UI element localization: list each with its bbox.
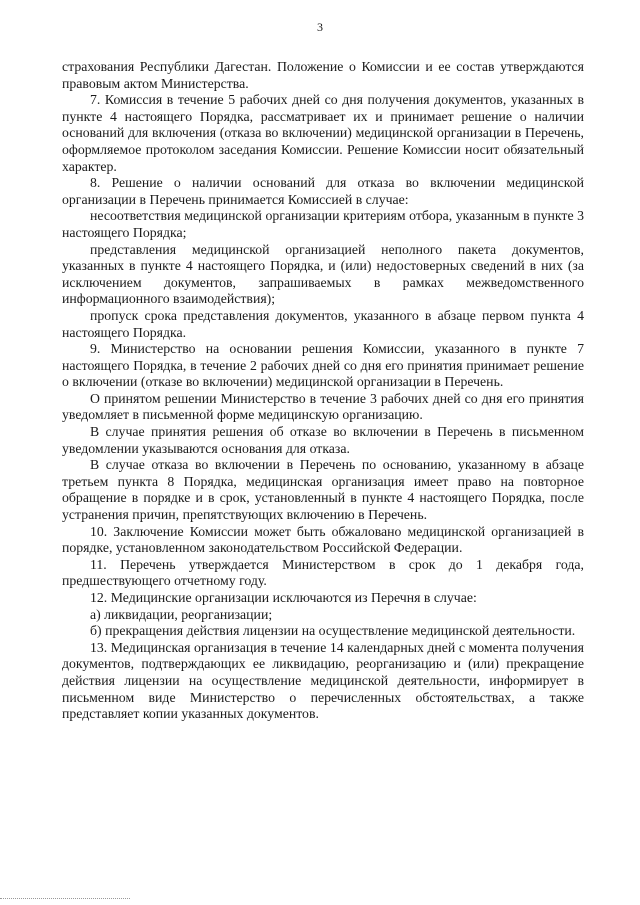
- paragraph: представления медицинской организацией неполного пакета документов, указанных в пункте 4 настоящего Порядка, и (или) недостоверных сведений в них (за исключением документов, запрашиваемых в рамках межведомственного информационного взаимодействия);: [62, 241, 584, 307]
- paragraph: 8. Решение о наличии оснований для отказа во включении медицинской организации в Перечень принимается Комиссией в случае:: [62, 175, 584, 207]
- paragraph: 9. Министерство на основании решения Комиссии, указанного в пункте 7 настоящего Порядка, в течение 2 рабочих дней со дня его принятия принимает решение о включении (отказе во включении) медицинской организации в Перечень.: [62, 341, 584, 390]
- paragraph: 10. Заключение Комиссии может быть обжаловано медицинской организацией в порядке, установленном законодательством Российской Федерации.: [62, 523, 584, 556]
- paragraph: 11. Перечень утверждается Министерством в срок до 1 декабря года, предшествующего отчетному году.: [62, 556, 584, 589]
- paragraph: б) прекращения действия лицензии на осуществление медицинской деятельности.: [90, 623, 576, 639]
- paragraph: В случае отказа во включении в Перечень по основанию, указанному в абзаце третьем пункта 8 Порядка, медицинская организация имеет право на повторное обращение в порядке и в срок, установленный в пункте 4 настоящего Порядка, после устранения причин, препятствующих включению в Перечень.: [62, 457, 584, 523]
- paragraph: несоответствия медицинской организации критериям отбора, указанным в пункте 3 настоящего Порядка;: [62, 208, 584, 240]
- paragraph: пропуск срока представления документов, указанного в абзаце первом пункта 4 настоящего Порядка.: [62, 307, 584, 340]
- page-number: 3: [317, 20, 323, 34]
- scan-artifact: [0, 898, 130, 901]
- paragraph: 7. Комиссия в течение 5 рабочих дней со дня получения документов, указанных в пункте 4 настоящего Порядка, рассматривает их и принимает решение о наличии оснований для включения (отказа во включении) медицинской организации в Перечень, оформляемое протоколом заседания Комиссии. Решение Комиссии носит обязательный характер.: [62, 92, 584, 174]
- paragraph: 13. Медицинская организация в течение 14 календарных дней с момента получения документов, подтверждающих ее ликвидацию, реорганизацию и (или) прекращение действия лицензии на осуществление медицинской деятельности, информирует в письменном виде Министерство о перечисленных обстоятельствах, а также представляет копии указанных документов.: [62, 639, 584, 722]
- paragraph: 12. Медицинские организации исключаются из Перечня в случае:: [90, 590, 477, 605]
- paragraph: О принятом решении Министерство в течение 3 рабочих дней со дня его принятия уведомляет в письменной форме медицинскую организацию.: [62, 390, 584, 423]
- paragraph: а) ликвидации, реорганизации;: [90, 606, 273, 622]
- paragraph: страхования Республики Дагестан. Положение о Комиссии и ее состав утверждаются правовым актом Министерства.: [62, 59, 584, 91]
- paragraph: В случае принятия решения об отказе во включении в Перечень в письменном уведомлении указываются основания для отказа.: [62, 424, 584, 456]
- document-body: [62, 59, 584, 723]
